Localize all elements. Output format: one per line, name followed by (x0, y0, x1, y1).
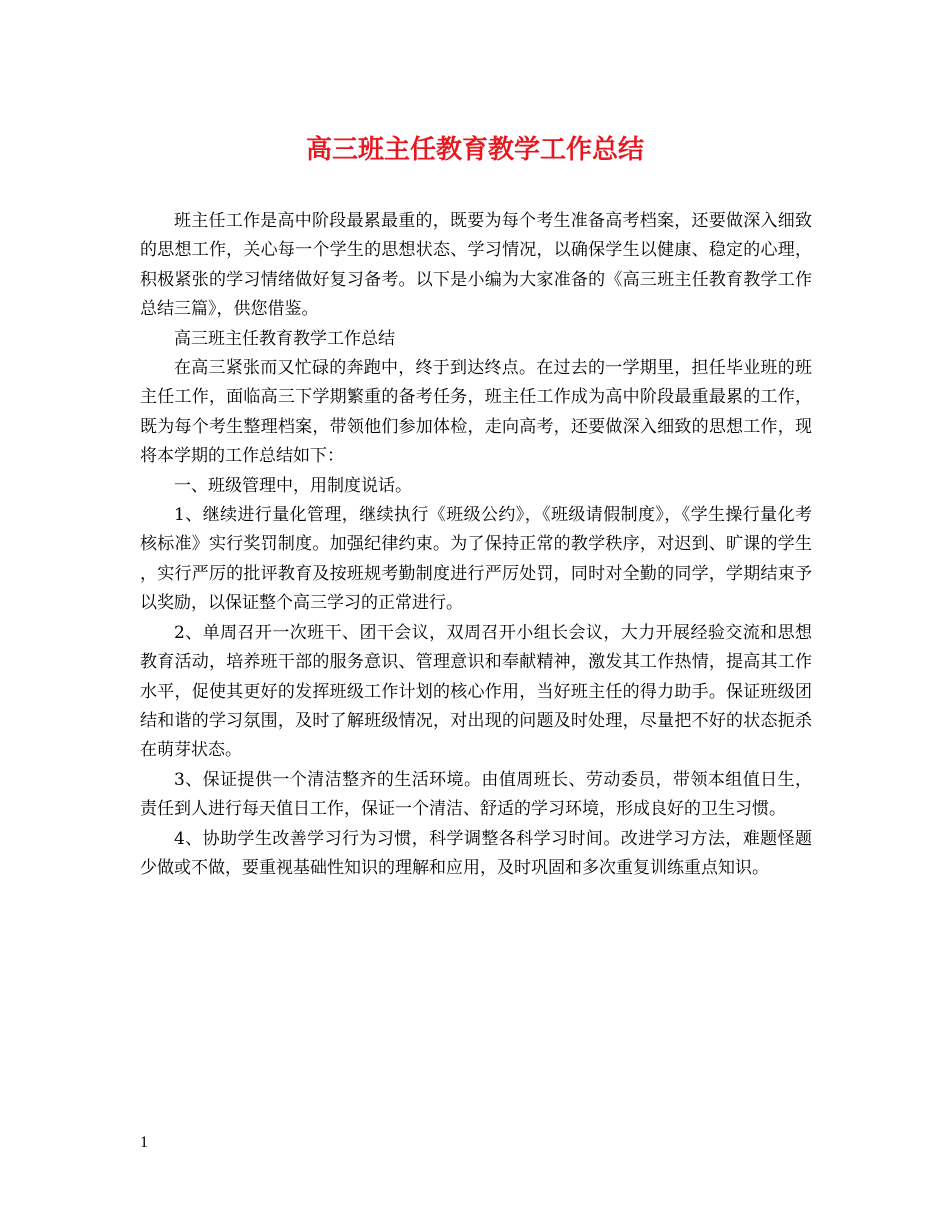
paragraph: 4、协助学生改善学习行为习惯，科学调整各科学习时间。改进学习方法，难题怪题少做或不做，要重视基础性知识的理解和应用，及时巩固和多次重复训练重点知识。 (140, 828, 812, 878)
subsection-heading: 一、班级管理中，用制度说话。 (174, 475, 412, 496)
document-body (140, 207, 812, 883)
page-number: 1 (140, 1134, 148, 1151)
paragraph: 3、保证提供一个清洁整齐的生活环境。由值周班长、劳动委员，带领本组值日生，责任到人进行每天值日工作，保证一个清洁、舒适的学习环境，形成良好的卫生习惯。 (140, 769, 812, 820)
section-heading: 高三班主任教育教学工作总结 (174, 328, 395, 349)
intro-paragraph: 班主任工作是高中阶段最累最重的，既要为每个考生准备高考档案，还要做深入细致的思想工作，关心每一个学生的思想状态、学习情况，以确保学生以健康、稳定的心理，积极紧张的学习情绪做好复习备考。以下是小编为大家准备的《高三班主任教育教学工作总结三篇》，供您借鉴。 (140, 211, 812, 320)
paragraph: 1、继续进行量化管理，继续执行《班级公约》，《班级请假制度》，《学生操行量化考核标准》实行奖罚制度。加强纪律约束。为了保持正常的教学秩序，对迟到、旷课的学生，实行严厉的批评教育及按班规考勤制度进行严厉处罚，同时对全勤的同学，学期结束予以奖励，以保证整个高三学习的正常进行。 (140, 505, 812, 614)
paragraph: 2、单周召开一次班干、团干会议，双周召开小组长会议，大力开展经验交流和思想教育活动，培养班干部的服务意识、管理意识和奉献精神，激发其工作热情，提高其工作水平，促使其更好的发挥班级工作计划的核心作用，当好班主任的得力助手。保证班级团结和谐的学习氛围，及时了解班级情况，对出现的问题及时处理，尽量把不好的状态扼杀在萌芽状态。 (140, 622, 812, 761)
document-title: 高三班主任教育教学工作总结 (305, 135, 644, 165)
paragraph: 在高三紧张而又忙碌的奔跑中，终于到达终点。在过去的一学期里，担任毕业班的班主任工作，面临高三下学期繁重的备考任务，班主任工作成为高中阶段最重最累的工作，既为每个考生整理档案，带领他们参加体检，走向高考，还要做深入细致的思想工作，现将本学期的工作总结如下： (140, 358, 812, 467)
